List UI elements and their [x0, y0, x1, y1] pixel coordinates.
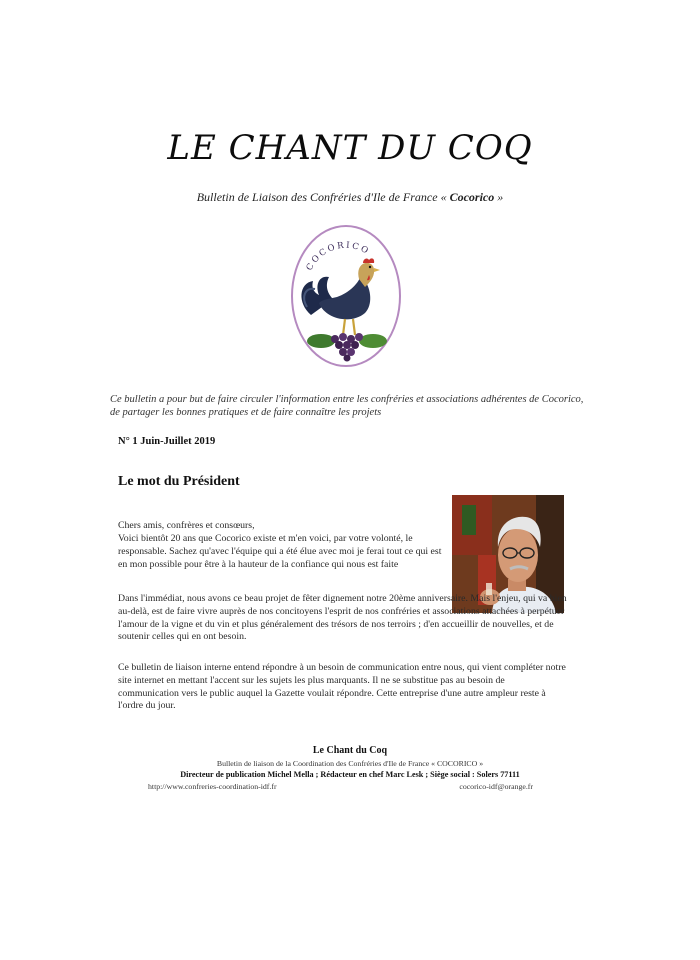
subtitle-prefix: Bulletin de Liaison des Confréries d'Ile de France « [196, 190, 447, 204]
newsletter-title: LE CHANT DU COQ [167, 128, 533, 168]
paragraph: Dans l'immédiat, nous avons ce beau projet de fêter dignement notre 20ème anniversaire. Mais l'enjeu, qui va bien au-delà, est de faire vivre auprès de nos concitoyens l'esprit de nos confréries et associations attachées à perpétuer l'amour de la vigne et du vin et plus généralement des trésors de nos terroirs ; d'en accueillir de nouvelles, et de soutenir celles qui en ont besoin. [118, 593, 567, 643]
paragraph: Chers amis, confrères et consœurs, [118, 520, 255, 531]
footer-title: Le Chant du Coq [312, 745, 388, 756]
logo-ring-text: COCORICO [304, 240, 372, 273]
rooster-logo-icon [289, 223, 403, 369]
article-title: Le mot du Président [118, 474, 240, 489]
bulletin-purpose: Ce bulletin a pour but de faire circuler l'information entre les confréries et associations adhérentes de Cocorico, de partager les bonnes pratiques et de faire connaître les projets [110, 394, 584, 418]
subtitle-suffix: » [497, 190, 504, 204]
footer-description: Bulletin de liaison de la Coordination des Confréries d'Ile de France « COCORICO » [216, 759, 484, 768]
footer-credits: Directeur de publication Michel Mella ; Rédacteur en chef Marc Lesk ; Siège social : Solers 77111 [180, 770, 520, 779]
paragraph: Voici bientôt 20 ans que Cocorico existe et m'en voici, par votre volonté, le responsable. Sachez qu'avec l'équipe qui a été élue avec moi je ferai tout ce qui est en mon possible pour être à la hauteur de la confiance qui nous est faite [118, 533, 442, 570]
subtitle-name: Cocorico [449, 190, 495, 204]
footer-email-link[interactable]: cocorico-idf@orange.fr [459, 782, 533, 791]
paragraph: Ce bulletin de liaison interne entend répondre à un besoin de communication entre nous, qui vient compléter notre site internet en mettant l'accent sur les sujets les plus marquants. Il ne se substitue pas au besoin de communication vers le public auquel la Gazette voulait répondre. Cette entreprise d'une autre ampleur reste à l'ordre du jour. [118, 662, 566, 712]
footer-website-link[interactable]: http://www.confreries-coordination-idf.fr [148, 782, 277, 791]
issue-number: N° 1 Juin-Juillet 2019 [118, 436, 216, 447]
newsletter-subtitle [0, 190, 700, 205]
